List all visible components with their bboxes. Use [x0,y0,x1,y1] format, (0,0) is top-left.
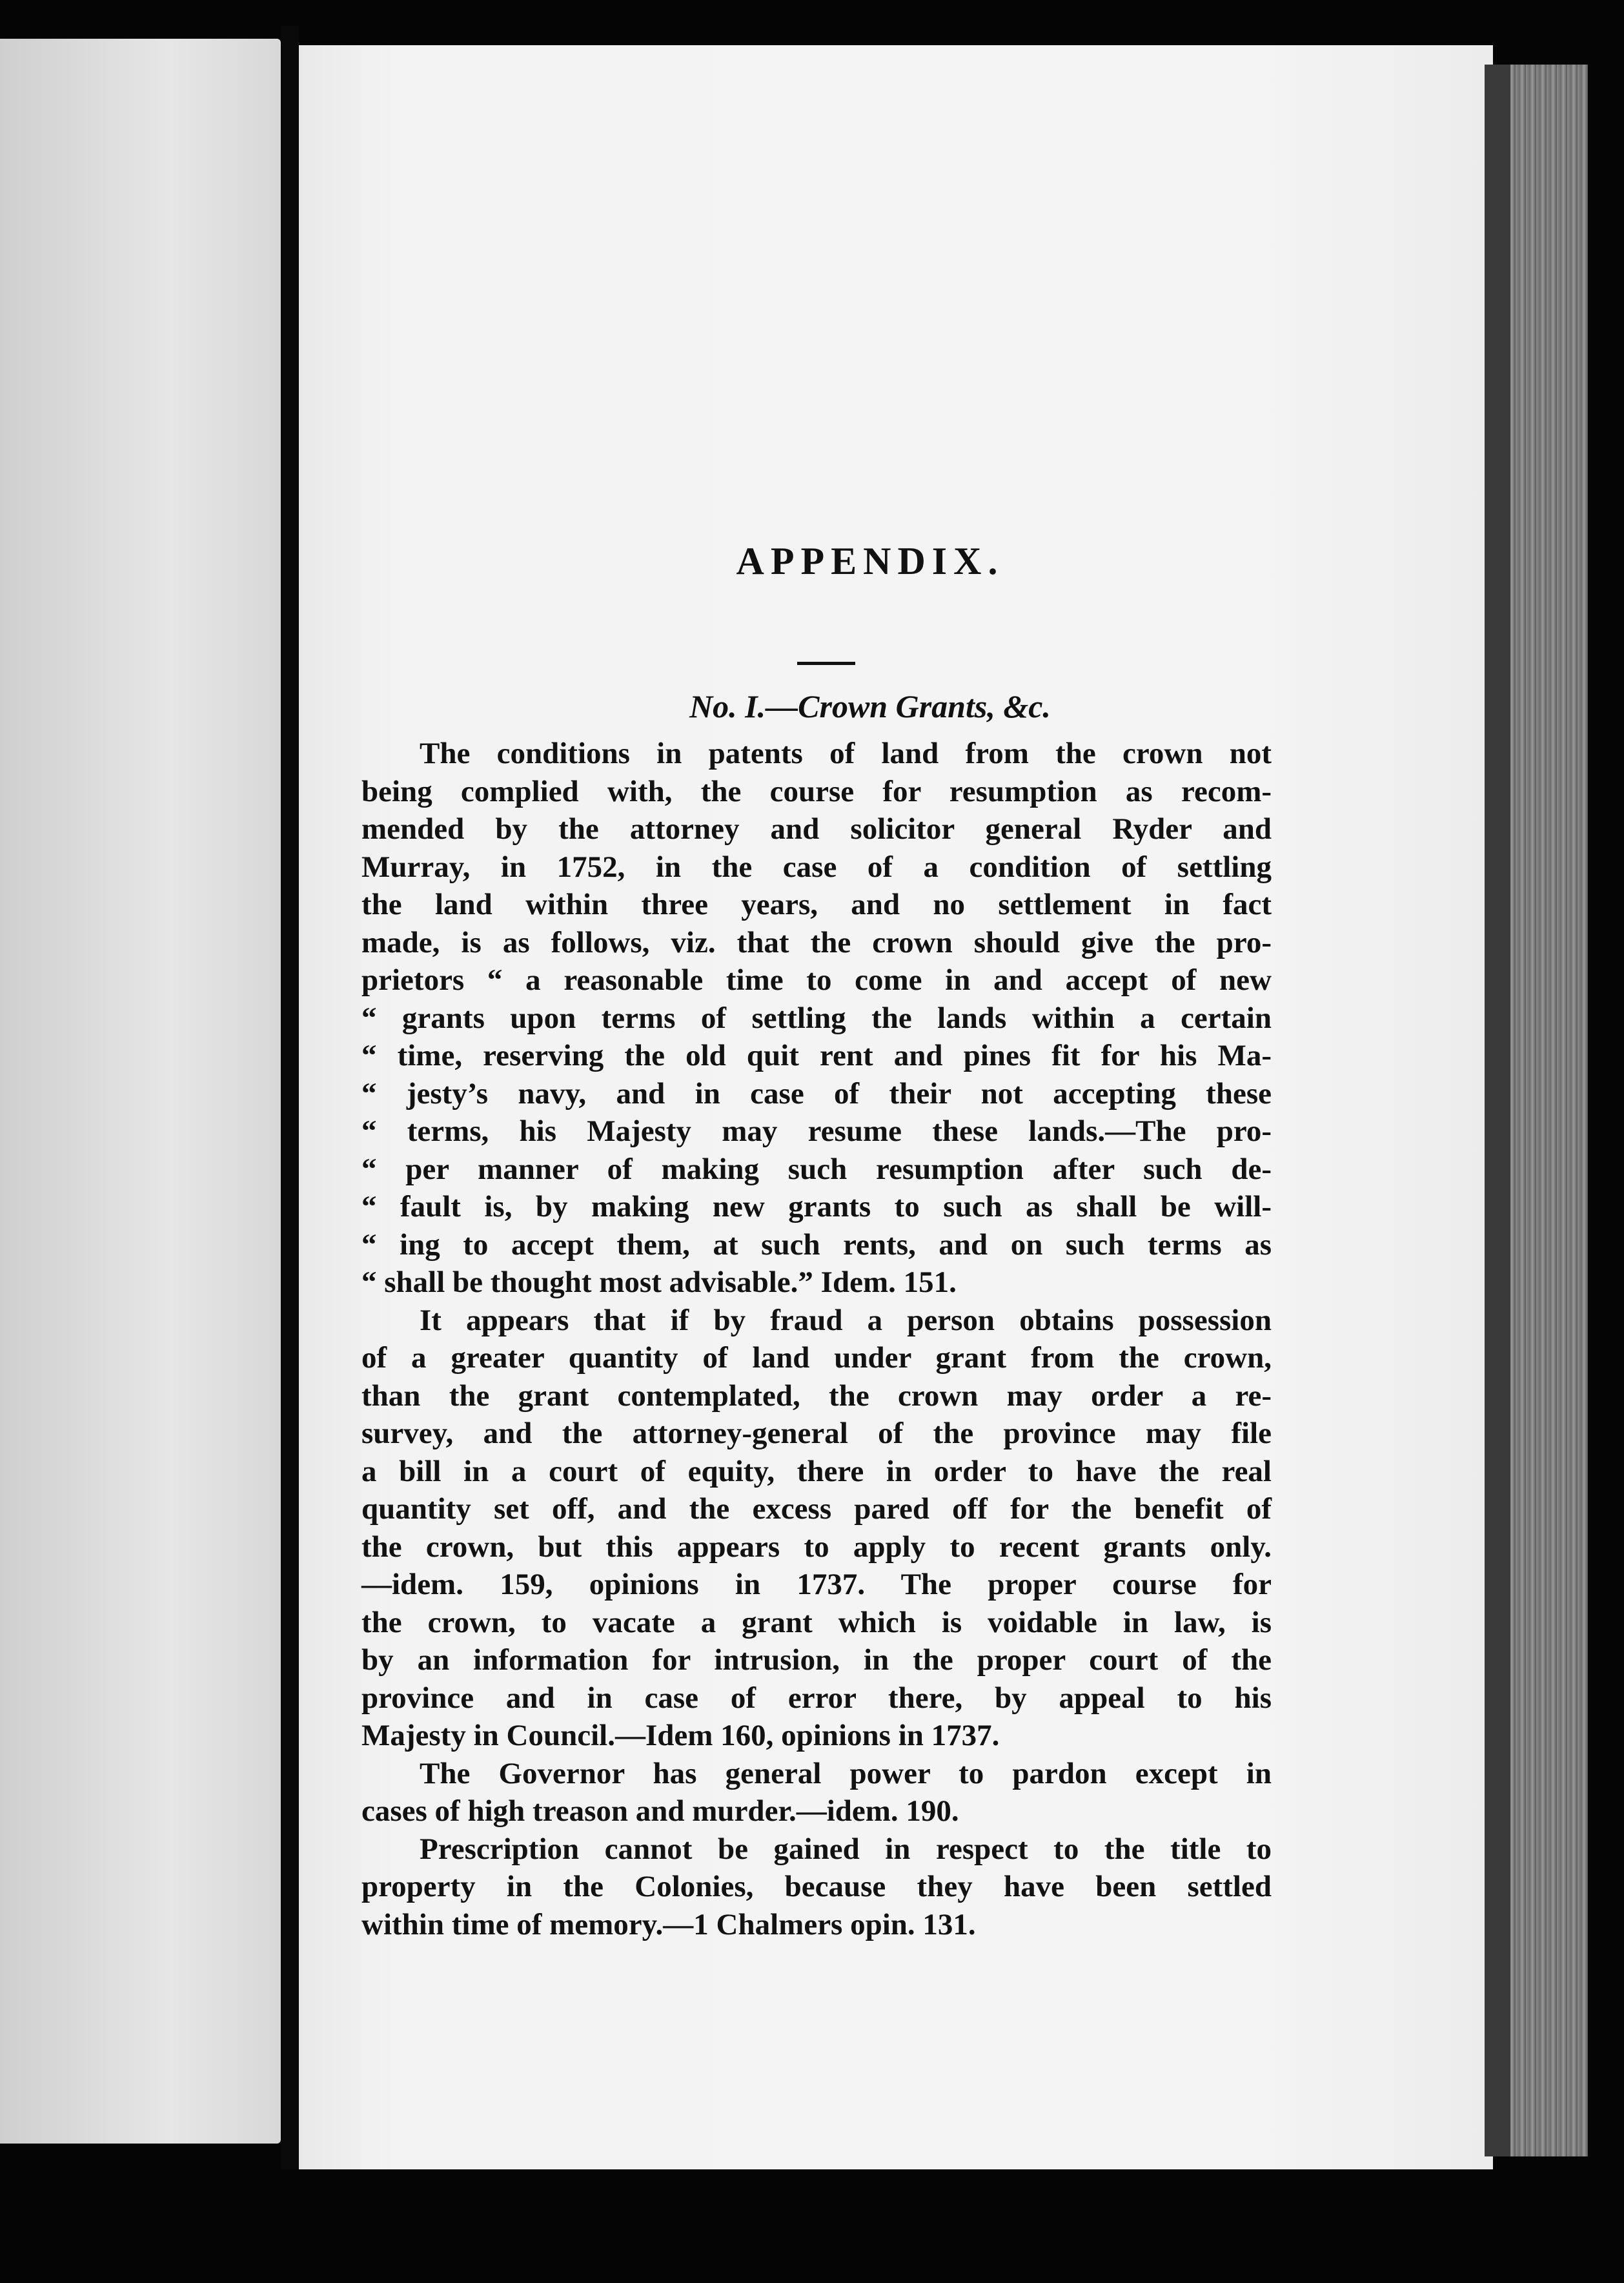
text-line: the crown, to vacate a grant which is voidable in law, is [361,1605,1272,1639]
page-edge-shadow [1485,65,1510,2156]
text-line: The Governor has general power to pardon except in [420,1756,1272,1790]
text-line: survey, and the attorney-general of the province may file [361,1417,1272,1450]
text-line: prietors “ a reasonable time to come in and accept of new [361,963,1272,997]
text-line: than the grant contemplated, the crown may order a re- [361,1378,1272,1413]
text-line: The conditions in patents of land from the crown not [420,737,1272,770]
text-line: “ terms, his Majesty may resume these lands.—The pro- [361,1114,1272,1148]
text-line: Prescription cannot be gained in respect to the title to [420,1832,1272,1866]
facing-page [0,39,281,2144]
text-line: “ time, reserving the old quit rent and pines fit for his Ma- [361,1039,1272,1072]
text-line: “ ing to accept them, at such rents, and on such terms as [361,1227,1272,1262]
text-line: the land within three years, and no settlement in fact [361,888,1272,921]
text-line: within time of memory.—1 Chalmers opin. 131. [361,1907,976,1941]
text-line: made, is as follows, viz. that the crown should give the pro- [361,925,1272,959]
page-heading: APPENDIX. [736,540,1004,582]
book-gutter [281,26,299,2169]
text-line: a bill in a court of equity, there in order to have the real [361,1454,1272,1488]
text-line: “ jesty’s navy, and in case of their not accepting these [361,1076,1272,1111]
text-line: cases of high treason and murder.—idem. 190. [361,1794,959,1828]
text-line: “ per manner of making such resumption after such de- [361,1152,1272,1186]
text-line: “ fault is, by making new grants to such as shall be will- [361,1190,1272,1223]
text-line: “ shall be thought most advisable.” Idem. 151. [361,1265,957,1299]
text-line: “ grants upon terms of settling the lands within a certain [361,1001,1272,1035]
text-line: It appears that if by fraud a person obtains possession [420,1303,1272,1337]
section-heading: No. I.—Crown Grants, &c. [689,688,1051,724]
text-line: mended by the attorney and solicitor general Ryder and [361,812,1272,846]
text-line: property in the Colonies, because they have been settled [361,1870,1272,1903]
text-line: —idem. 159, opinions in 1737. The proper course for [361,1568,1272,1601]
text-line: Majesty in Council.—Idem 160, opinions in 1737. [361,1719,1000,1752]
text-line: by an information for intrusion, in the proper court of the [361,1643,1272,1677]
text-line: Murray, in 1752, in the case of a condition of settling [361,850,1272,884]
text-line: quantity set off, and the excess pared off for the benefit of [361,1492,1272,1526]
heading-rule [797,662,855,665]
text-line: the crown, but this appears to apply to recent grants only. [361,1530,1272,1564]
text-line: being complied with, the course for resumption as recom- [361,774,1272,808]
text-line: of a greater quantity of land under grant from the crown, [361,1341,1272,1375]
text-line: province and in case of error there, by appeal to his [361,1681,1272,1715]
page-body [361,735,1272,1943]
